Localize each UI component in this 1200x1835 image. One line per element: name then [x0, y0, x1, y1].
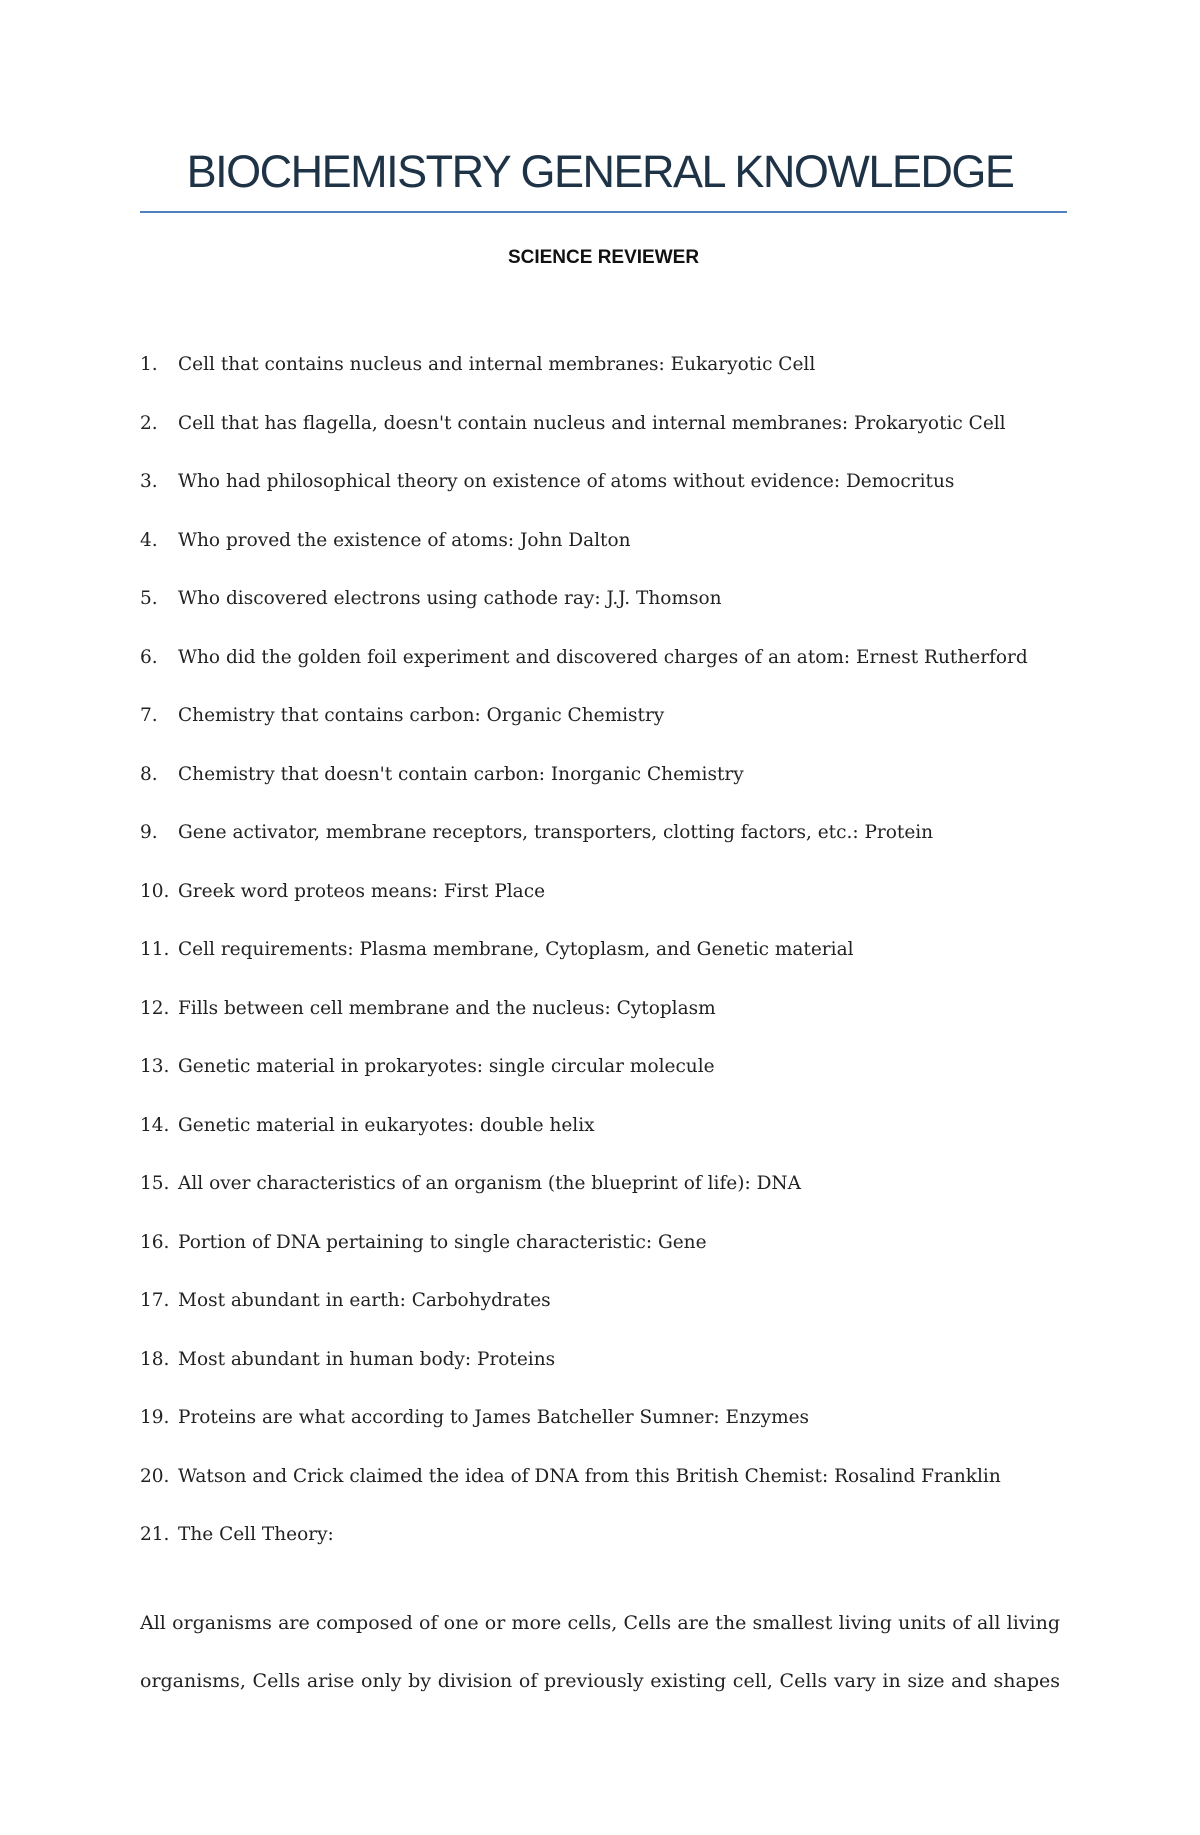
- item-text: Cell requirements: Plasma membrane, Cytoplasm, and Genetic material: [178, 939, 854, 960]
- item-number: 20.: [140, 1465, 170, 1487]
- item-number: 10.: [140, 880, 170, 902]
- paragraph-line: All organisms are composed of one or more cells, Cells are the smallest living units of all living: [140, 1612, 1060, 1634]
- item-text: Who proved the existence of atoms: John Dalton: [178, 529, 631, 551]
- list-item: [140, 1052, 1080, 1111]
- cell-theory-paragraph: [140, 1594, 1060, 1710]
- item-number: 7.: [140, 705, 158, 726]
- list-item: [140, 350, 1080, 409]
- item-number: 6.: [140, 646, 158, 668]
- item-number: 16.: [140, 1231, 170, 1253]
- item-text: All over characteristics of an organism (the blueprint of life): DNA: [178, 1173, 801, 1194]
- item-number: 17.: [140, 1290, 170, 1311]
- item-number: 8.: [140, 763, 158, 785]
- item-number: 12.: [140, 997, 170, 1019]
- item-text: Fills between cell membrane and the nucleus: Cytoplasm: [178, 997, 716, 1019]
- item-text: Who had philosophical theory on existence of atoms without evidence: Democritus: [178, 471, 955, 492]
- item-text: Cell that contains nucleus and internal membranes: Eukaryotic Cell: [178, 354, 816, 375]
- list-item: [140, 1111, 1080, 1170]
- item-text: Who discovered electrons using cathode ray: J.J. Thomson: [178, 588, 722, 609]
- item-number: 11.: [140, 939, 170, 960]
- item-number: 21.: [140, 1524, 170, 1545]
- item-number: 18.: [140, 1348, 170, 1370]
- item-text: Gene activator, membrane receptors, transporters, clotting factors, etc.: Protein: [178, 822, 934, 843]
- list-item: [140, 818, 1080, 877]
- list-item: [140, 701, 1080, 760]
- item-number: 2.: [140, 412, 158, 434]
- document-subtitle: SCIENCE REVIEWER: [507, 247, 700, 268]
- list-item: [140, 526, 1080, 585]
- item-number: 13.: [140, 1056, 170, 1077]
- list-item: [140, 409, 1080, 468]
- item-text: Genetic material in eukaryotes: double helix: [178, 1114, 595, 1136]
- item-text: Cell that has flagella, doesn't contain nucleus and internal membranes: Prokaryotic Cell: [178, 412, 1006, 434]
- item-text: Who did the golden foil experiment and discovered charges of an atom: Ernest Rutherford: [178, 646, 1028, 668]
- paragraph-line: organisms, Cells arise only by division of previously existing cell, Cells vary in size and shapes: [140, 1670, 1060, 1692]
- list-item: [140, 467, 1080, 526]
- item-number: 14.: [140, 1114, 170, 1136]
- item-text: Watson and Crick claimed the idea of DNA from this British Chemist: Rosalind Franklin: [178, 1465, 1001, 1487]
- item-text: Proteins are what according to James Batcheller Sumner: Enzymes: [178, 1407, 810, 1428]
- document-title: BIOCHEMISTRY GENERAL KNOWLEDGE: [186, 146, 1014, 197]
- list-item: [140, 1169, 1080, 1228]
- list-item: [140, 1228, 1080, 1287]
- list-item: [140, 877, 1080, 936]
- item-number: 9.: [140, 822, 158, 843]
- item-text: Genetic material in prokaryotes: single circular molecule: [178, 1056, 715, 1077]
- list-item: [140, 1520, 1080, 1579]
- item-number: 1.: [140, 354, 158, 375]
- list-item: [140, 643, 1080, 702]
- list-item: [140, 935, 1080, 994]
- item-text: Chemistry that contains carbon: Organic Chemistry: [178, 705, 665, 726]
- item-number: 4.: [140, 529, 158, 551]
- item-text: Greek word proteos means: First Place: [178, 880, 546, 902]
- list-item: [140, 994, 1080, 1053]
- list-item: [140, 1286, 1080, 1345]
- list-item: [140, 1403, 1080, 1462]
- list-item: [140, 1345, 1080, 1404]
- question-answer-list: [140, 350, 1080, 1579]
- title-underline-rule: [140, 211, 1067, 213]
- item-text: Chemistry that doesn't contain carbon: Inorganic Chemistry: [178, 763, 744, 785]
- item-text: Portion of DNA pertaining to single characteristic: Gene: [178, 1231, 707, 1253]
- list-item: [140, 1462, 1080, 1521]
- list-item: [140, 760, 1080, 819]
- item-text: The Cell Theory:: [178, 1524, 334, 1545]
- item-number: 5.: [140, 588, 158, 609]
- item-text: Most abundant in human body: Proteins: [178, 1348, 556, 1370]
- item-number: 19.: [140, 1407, 170, 1428]
- item-text: Most abundant in earth: Carbohydrates: [178, 1290, 551, 1311]
- item-number: 15.: [140, 1173, 170, 1194]
- item-number: 3.: [140, 471, 158, 492]
- list-item: [140, 584, 1080, 643]
